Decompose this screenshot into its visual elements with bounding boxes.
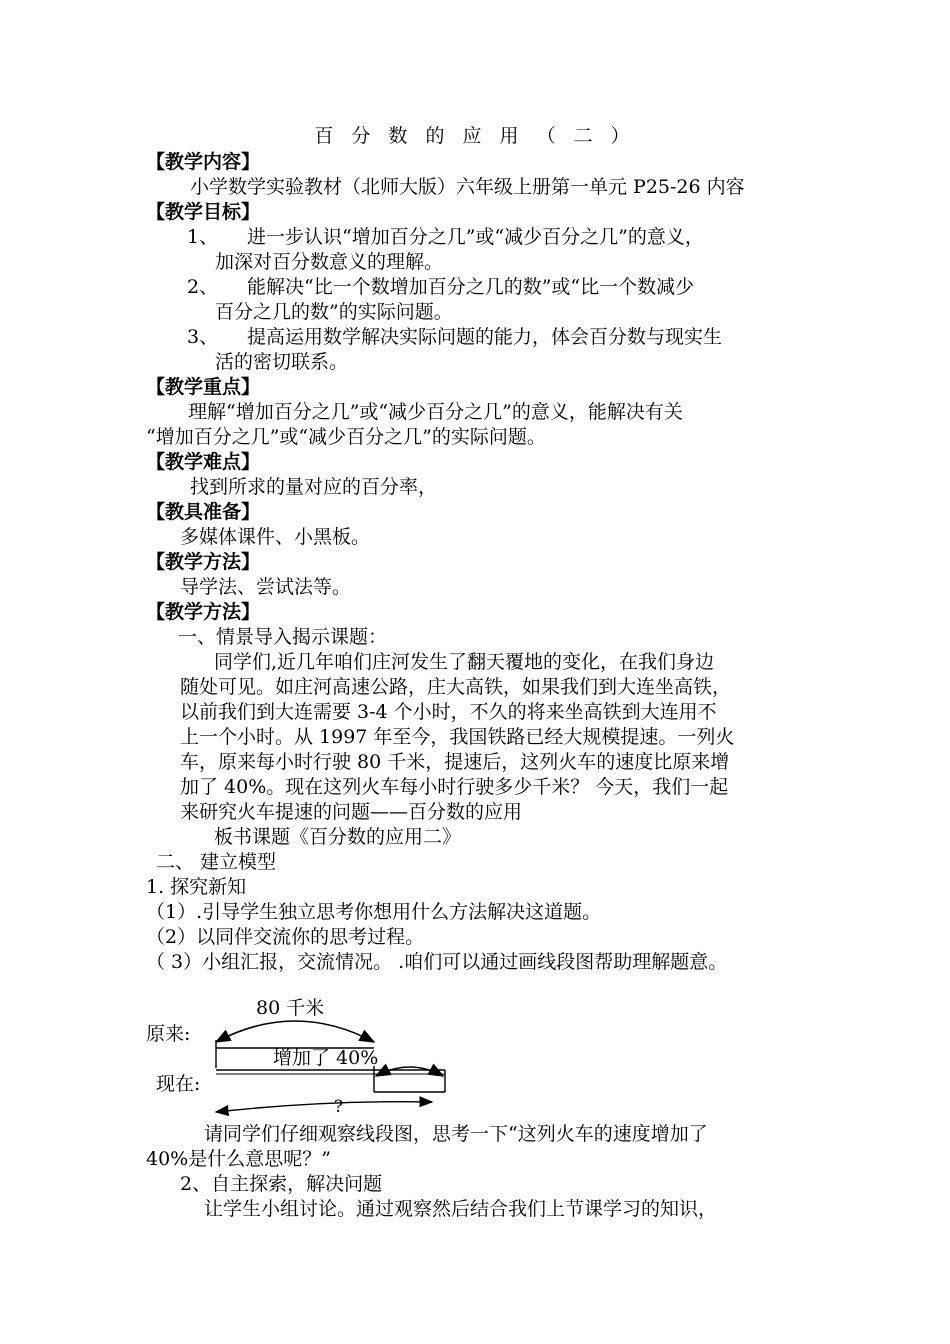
goal1-number: 1、 bbox=[187, 226, 219, 248]
goal2-line2: 百分之几的数”的实际问题。 bbox=[215, 301, 453, 323]
explore-item: （ 3）小组汇报，交流情况。 .咱们可以通过画线段图帮助理解题意。 bbox=[146, 951, 728, 973]
goal1-line1: 进一步认识“增加百分之几”或“减少百分之几”的意义， bbox=[247, 226, 704, 248]
label-80-km: 80 千米 bbox=[256, 997, 325, 1019]
method-text: 导学法、尝试法等。 bbox=[180, 576, 352, 598]
key-line2: “增加百分之几”或“减少百分之几”的实际问题。 bbox=[146, 426, 546, 448]
step1-title: 一、情景导入揭示课题： bbox=[178, 626, 388, 648]
arc-80-km bbox=[216, 1021, 374, 1042]
observe-line1: 请同学们仔细观察线段图，思考一下“这列火车的速度增加了 bbox=[204, 1123, 708, 1145]
difficulty-text: 找到所求的量对应的百分率， bbox=[190, 476, 438, 498]
story-line: 以前我们到大连需要 3-4 个小时，不久的将来坐高铁到大连用不 bbox=[180, 701, 717, 723]
difficulty-heading: 【教学难点】 bbox=[146, 451, 261, 473]
story-line: 来研究火车提速的问题——百分数的应用 bbox=[180, 801, 523, 823]
story-line: 同学们,近几年咱们庄河发生了翻天覆地的变化，在我们身边 bbox=[214, 651, 715, 673]
explore-item: （1）.引导学生独立思考你想用什么方法解决这道题。 bbox=[146, 901, 602, 923]
observe-line2: 40%是什么意思呢？” bbox=[146, 1148, 331, 1170]
tools-text: 多媒体课件、小黑板。 bbox=[180, 526, 371, 548]
story-line: 上一个小时。从 1997 年至今，我国铁路已经大规模提速。一列火 bbox=[180, 726, 735, 748]
label-original: 原来: bbox=[146, 1023, 191, 1045]
board-title: 板书课题《百分数的应用二》 bbox=[214, 826, 462, 848]
goal1-line2: 加深对百分数意义的理解。 bbox=[215, 251, 444, 273]
method-heading: 【教学方法】 bbox=[146, 551, 261, 573]
key-line1: 理解“增加百分之几”或“减少百分之几”的意义，能解决有关 bbox=[188, 401, 683, 423]
arc-total bbox=[216, 1102, 432, 1112]
goal2-number: 2、 bbox=[187, 276, 219, 298]
story-line: 车，原来每小时行驶 80 千米，提速后，这列火车的速度比原来增 bbox=[180, 751, 730, 773]
diagram-svg bbox=[0, 990, 950, 1120]
story-line: 随处可见。如庄河高速公路，庄大高铁，如果我们到大连坐高铁， bbox=[180, 676, 732, 698]
goal2-line1: 能解决“比一个数增加百分之几的数”或“比一个数减少 bbox=[247, 276, 695, 298]
arc-increase bbox=[376, 1067, 443, 1076]
goal3-line1: 提高运用数学解决实际问题的能力，体会百分数与现实生 bbox=[247, 326, 723, 348]
explore-title: 1. 探究新知 bbox=[146, 876, 247, 898]
goals-heading: 【教学目标】 bbox=[146, 201, 261, 223]
goal3-line2: 活的密切联系。 bbox=[215, 351, 349, 373]
line-segment-diagram bbox=[0, 990, 950, 1120]
page-title: 百 分 数 的 应 用 （ 二 ） bbox=[314, 125, 636, 147]
step2-sub-title: 2、自主探索，解决问题 bbox=[180, 1173, 383, 1195]
label-now: 现在: bbox=[156, 1073, 201, 1095]
content-heading: 【教学内容】 bbox=[146, 151, 261, 173]
key-heading: 【教学重点】 bbox=[146, 376, 261, 398]
content-text: 小学数学实验教材（北师大版）六年级上册第一单元 P25-26 内容 bbox=[190, 176, 745, 198]
story-line: 加了 40%。现在这列火车每小时行驶多少千米？ 今天，我们一起 bbox=[180, 776, 729, 798]
goal3-number: 3、 bbox=[187, 326, 219, 348]
label-question: ? bbox=[334, 1097, 344, 1117]
process-heading: 【教学方法】 bbox=[146, 601, 261, 623]
label-increase: 增加了 40% bbox=[273, 1047, 379, 1069]
tools-heading: 【教具准备】 bbox=[146, 501, 261, 523]
step2-title: 二、 建立模型 bbox=[156, 851, 277, 873]
explore-item: （2）以同伴交流你的思考过程。 bbox=[146, 926, 425, 948]
discuss-line: 让学生小组讨论。通过观察然后结合我们上节课学习的知识， bbox=[204, 1198, 718, 1220]
